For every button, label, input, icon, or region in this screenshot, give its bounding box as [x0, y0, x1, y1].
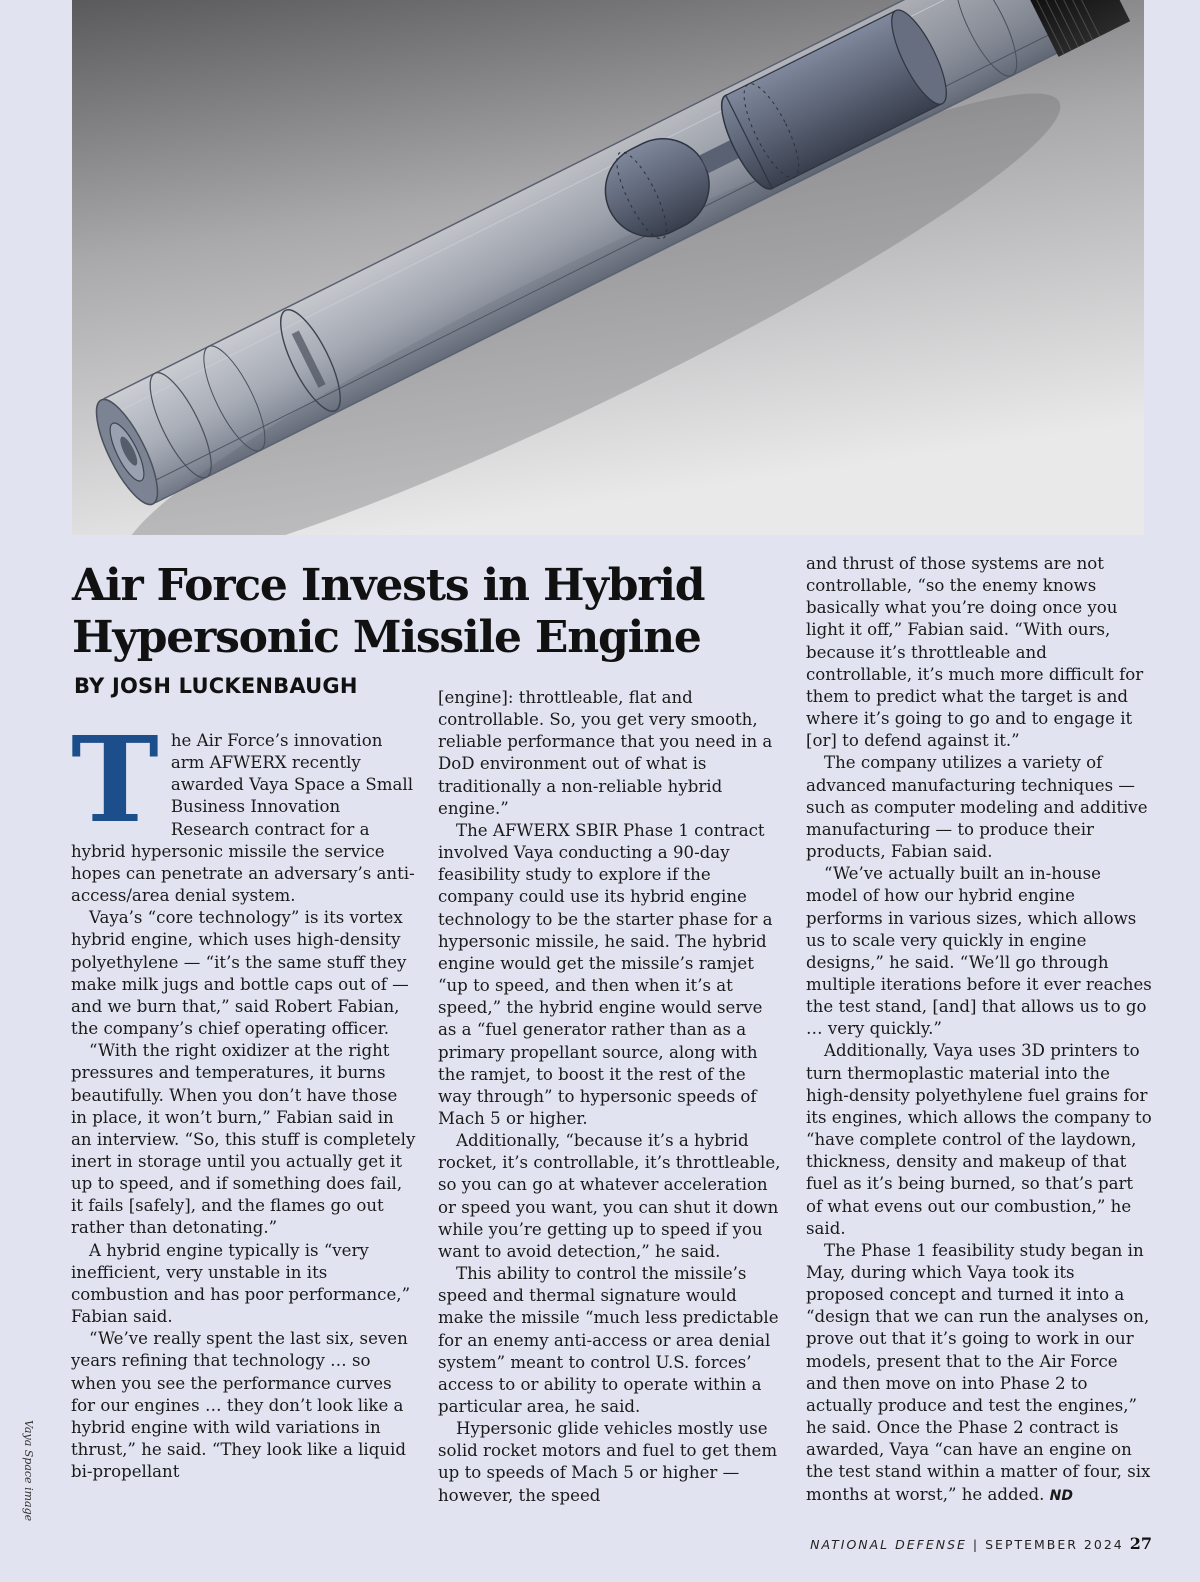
paragraph: A hybrid engine typically is “very inefficient, very unstable in its combustion and has poor performance,” Fabian said. [71, 1240, 411, 1327]
paragraph: “We’ve actually built an in-house model of how our hybrid engine performs in various sizes, which allows us to scale very quickly in engine designs,” he said. “We’ll go through multiple iterations before it ever reaches the test stand, [and] that allows us to go … very quickly.” [806, 864, 1152, 1039]
missile-engine-render [72, 0, 1144, 535]
byline: BY JOSH LUCKENBAUGH [74, 674, 358, 698]
end-mark: ND [1049, 1487, 1073, 1504]
paragraph-continued: and thrust of those systems are not controllable, “so the enemy knows basically what you’re doing once you light it off,” Fabian said. “With ours, because it’s throttleable and controllable, it’s much more difficult for them to predict what the target is and where it’s going to go and to engage it [or] to defend against it.” [806, 554, 1144, 751]
paragraph-text: The Phase 1 feasibility study began in May, during which Vaya took its proposed concept and turned it into a “design that we can run the analyses on, prove out that it’s going to work in our models, present that to the Air Force and then move on into Phase 2 to actually produce and test the engines,” he said. Once the Phase 2 contract is awarded, Vaya “can have an engine on the test stand within a matter of four, six months at worst,” he added. [806, 1240, 1151, 1504]
article-column-1 [71, 710, 417, 1483]
article-column-3 [806, 553, 1152, 1507]
paragraph-text: he Air Force’s innovation arm AFWERX recently awarded Vaya Space a Small Business Innovation Research contract for a hybrid hypersonic missile the service hopes can penetrate an adversary’s anti-access/area denial system. [71, 731, 415, 906]
paragraph: Additionally, Vaya uses 3D printers to turn thermoplastic material into the high-density polyethylene fuel grains for its engines, which allows the company to “have complete control of the laydown, thickness, density and makeup of that fuel as it’s being burned, so that’s part of what evens out our combustion,” he said. [806, 1041, 1152, 1238]
paragraph: The company utilizes a variety of advanced manufacturing techniques — such as computer modeling and additive manufacturing — to produce their products, Fabian said. [806, 753, 1148, 862]
final-paragraph [806, 1240, 1152, 1507]
image-credit: Vaya Space image [22, 1420, 35, 1522]
drop-cap: T [71, 710, 159, 849]
page-number: 27 [1129, 1534, 1152, 1553]
paragraph: The AFWERX SBIR Phase 1 contract involved Vaya conducting a 90-day feasibility study to explore if the company could use its hybrid engine technology to be the starter phase for a hypersonic missile, he said. The hybrid engine would get the missile’s ramjet “up to speed, and then when it’s at speed,” the hybrid engine would serve as a “fuel generator rather than as a primary propellant source, along with the ramjet, to boost it the rest of the way through” to hypersonic speeds of Mach 5 or higher. [438, 820, 773, 1128]
paragraph: Additionally, “because it’s a hybrid rocket, it’s controllable, it’s throttleable, so you can go at whatever acceleration or speed you want, you can shut it down while you’re getting up to speed if you want to avoid detection,” he said. [438, 1131, 781, 1261]
paragraph: Vaya’s “core technology” is its vortex hybrid engine, which uses high-density polyethylene — “it’s the same stuff they make milk jugs and bottle caps out of — and we burn that,” said Robert Fabian, the company’s chief operating officer. [71, 908, 409, 1039]
article-column-2 [438, 687, 784, 1507]
paragraph: Hypersonic glide vehicles mostly use solid rocket motors and fuel to get them up to speeds of Mach 5 or higher — however, the speed [438, 1419, 778, 1505]
lead-paragraph [71, 710, 417, 907]
paragraph: “With the right oxidizer at the right pressures and temperatures, it burns beautifully. When you don’t have those in place, it won’t burn,” Fabian said in an interview. “So, this stuff is completely inert in storage until you actually get it up to speed, and if something does fail, it fails [safely], and the flames go out rather than detonating.” [71, 1041, 416, 1238]
article-title: Air Force Invests in Hybrid Hypersonic Missile Engine [72, 560, 705, 663]
footer-separator: | [972, 1537, 980, 1552]
paragraph: This ability to control the missile’s speed and thermal signature would make the missile “much less predictable for an enemy anti-access or area denial system” meant to control U.S. forces’ access to or ability to operate within a particular area, he said. [438, 1264, 779, 1416]
page-footer [810, 1534, 1152, 1553]
issue-date: SEPTEMBER 2024 [985, 1537, 1124, 1552]
paragraph: “We’ve really spent the last six, seven years refining that technology … so when you see the performance curves for our engines … they don’t look like a hybrid engine with wild variations in thrust,” he said. “They look like a liquid bi-propellant [71, 1329, 408, 1482]
hero-image [72, 0, 1144, 535]
paragraph-continued: [engine]: throttleable, flat and controllable. So, you get very smooth, reliable performance that you need in a DoD environment out of what is traditionally a non-reliable hybrid engine.” [438, 688, 773, 818]
publication-name: NATIONAL DEFENSE [810, 1537, 967, 1552]
